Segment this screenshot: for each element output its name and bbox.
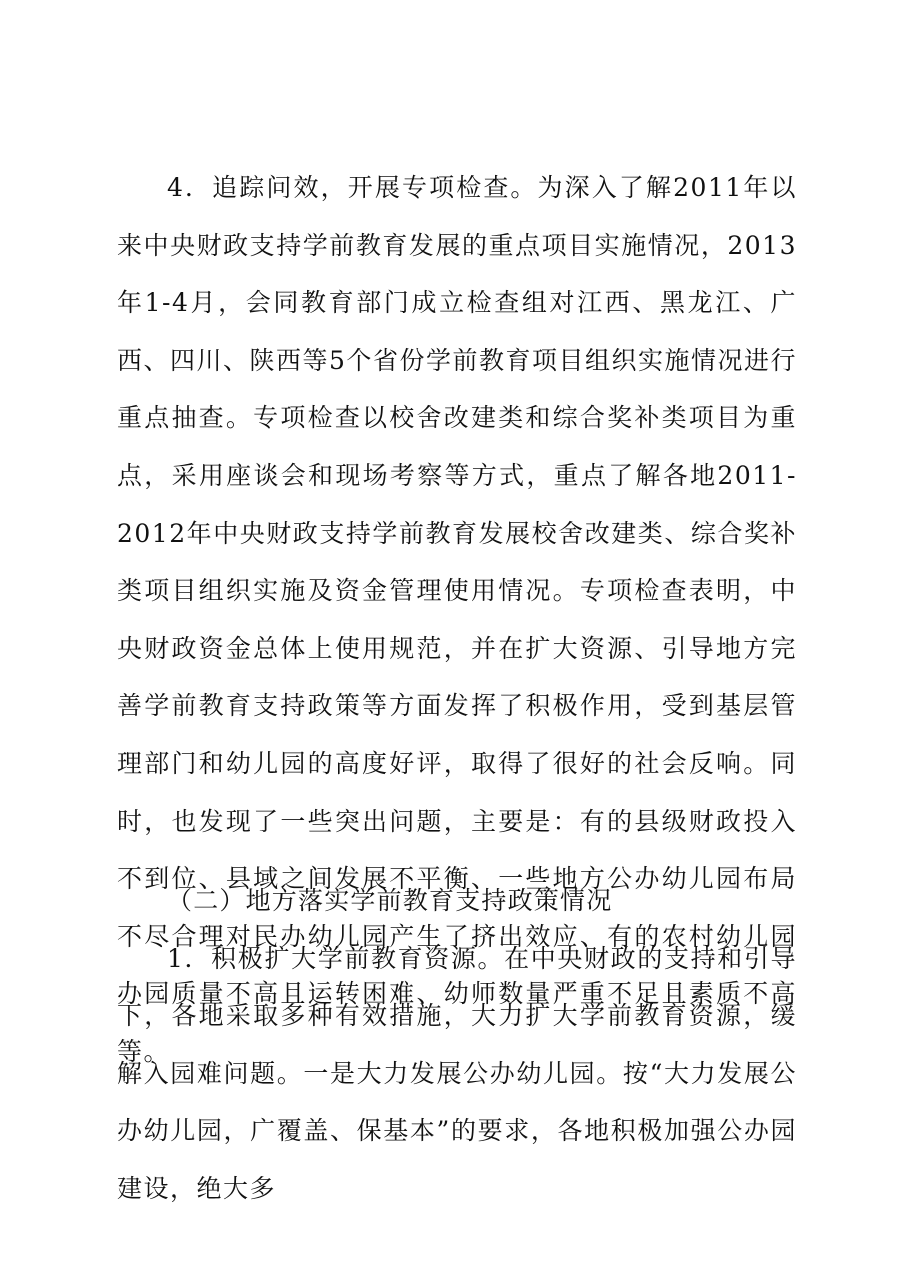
text-block-lower: [117, 872, 797, 1218]
paragraph-inspection: 4．追踪问效，开展专项检查。为深入了解2011年以来中央财政支持学前教育发展的重点项目实施情况，2013年1-4月，会同教育部门成立检查组对江西、黑龙江、广西、四川、陕西等5个省份学前教育项目组织实施情况进行重点抽查。专项检查以校舍改建类和综合奖补类项目为重点，采用座谈会和现场考察等方式，重点了解各地2011-2012年中央财政支持学前教育发展校舍改建类、综合奖补类项目组织实施及资金管理使用情况。专项检查表明，中央财政资金总体上使用规范，并在扩大资源、引导地方完善学前教育支持政策等方面发挥了积极作用，受到基层管理部门和幼儿园的高度好评，取得了很好的社会反响。同时，也发现了一些突出问题，主要是：有的县级财政投入不到位、县域之间发展不平衡、一些地方公办幼儿园布局不尽合理对民办幼儿园产生了挤出效应、有的农村幼儿园办园质量不高且运转困难、幼师数量严重不足且素质不高等。: [117, 173, 797, 1066]
section-heading: （二）地方落实学前教育支持政策情况: [167, 886, 613, 915]
paragraph-resources: 1．积极扩大学前教育资源。在中央财政的支持和引导下，各地采取多种有效措施，大力扩大学前教育资源，缓解入园难问题。一是大力发展公办幼儿园。按“大力发展公办幼儿园，广覆盖、保基本”的要求，各地积极加强公办园建设，绝大多: [117, 943, 797, 1203]
